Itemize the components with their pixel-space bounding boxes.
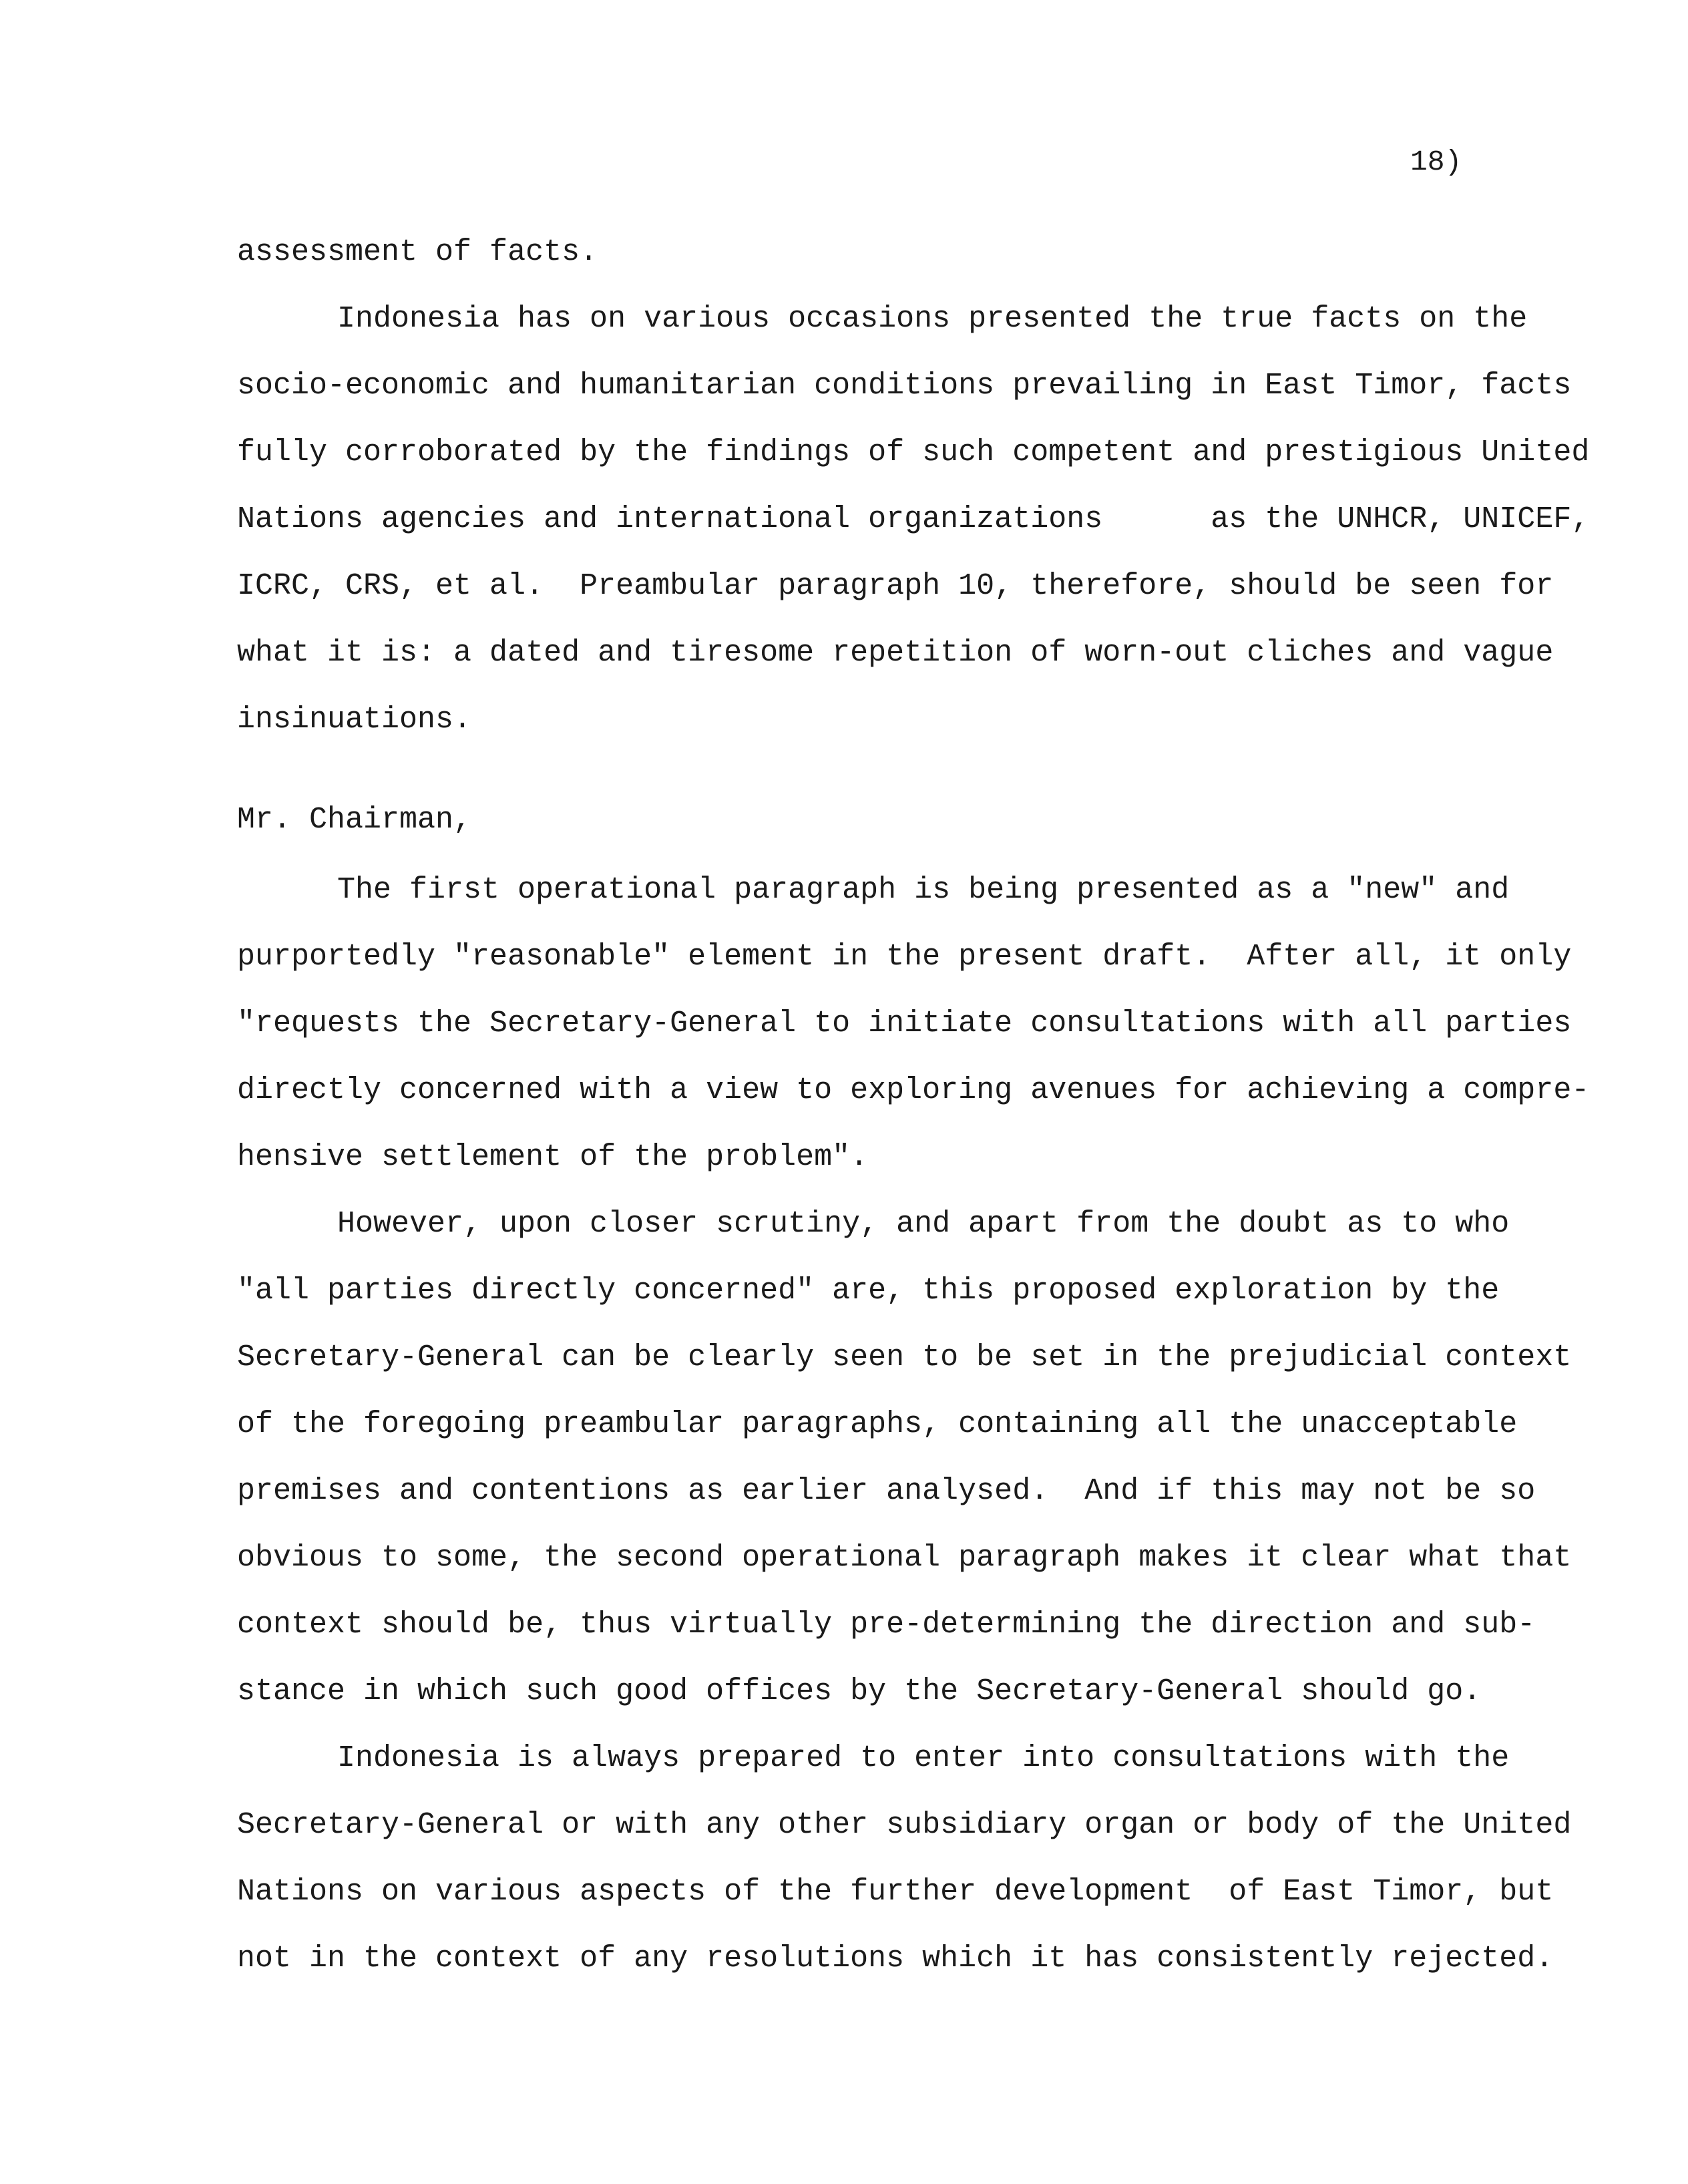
text-line: ICRC, CRS, et al. Preambular paragraph 10, therefore, should be seen for [237, 569, 1554, 603]
text-line: The first operational paragraph is being presented as a "new" and [337, 873, 1510, 907]
text-line: stance in which such good offices by the Secretary-General should go. [237, 1674, 1482, 1708]
text-line: fully corroborated by the findings of such competent and prestigious United [237, 435, 1590, 470]
text-line: what it is: a dated and tiresome repetition of worn-out cliches and vague [237, 636, 1554, 670]
text-line: purportedly "reasonable" element in the present draft. After all, it only [237, 940, 1572, 974]
text-line: of the foregoing preambular paragraphs, containing all the unacceptable [237, 1407, 1518, 1441]
salutation: Mr. Chairman, [237, 803, 472, 837]
text-line: Secretary-General can be clearly seen to be set in the prejudicial context [237, 1340, 1572, 1375]
text-line: obvious to some, the second operational paragraph makes it clear what that [237, 1541, 1572, 1575]
text-line: assessment of facts. [237, 235, 598, 269]
text-line: hensive settlement of the problem". [237, 1140, 869, 1174]
text-line: directly concerned with a view to exploring avenues for achieving a compre- [237, 1073, 1590, 1107]
page-number: 18) [1410, 146, 1462, 178]
text-line: Nations on various aspects of the further development of East Timor, but [237, 1875, 1554, 1909]
text-line: "all parties directly concerned" are, this proposed exploration by the [237, 1274, 1500, 1308]
text-line: Indonesia has on various occasions presented the true facts on the [337, 302, 1528, 336]
text-line: Secretary-General or with any other subsidiary organ or body of the United [237, 1808, 1572, 1842]
text-line: "requests the Secretary-General to initiate consultations with all parties [237, 1007, 1572, 1041]
text-line: context should be, thus virtually pre-determining the direction and sub- [237, 1608, 1536, 1642]
text-line: Nations agencies and international organizations as the UNHCR, UNICEF, [237, 502, 1590, 536]
text-line: not in the context of any resolutions which it has consistently rejected. [237, 1942, 1554, 1976]
text-line: However, upon closer scrutiny, and apart from the doubt as to who [337, 1207, 1510, 1241]
text-line: socio-economic and humanitarian conditions prevailing in East Timor, facts [237, 369, 1572, 403]
text-line: insinuations. [237, 703, 472, 737]
text-line: Indonesia is always prepared to enter into consultations with the [337, 1741, 1510, 1775]
text-line: premises and contentions as earlier analysed. And if this may not be so [237, 1474, 1536, 1508]
